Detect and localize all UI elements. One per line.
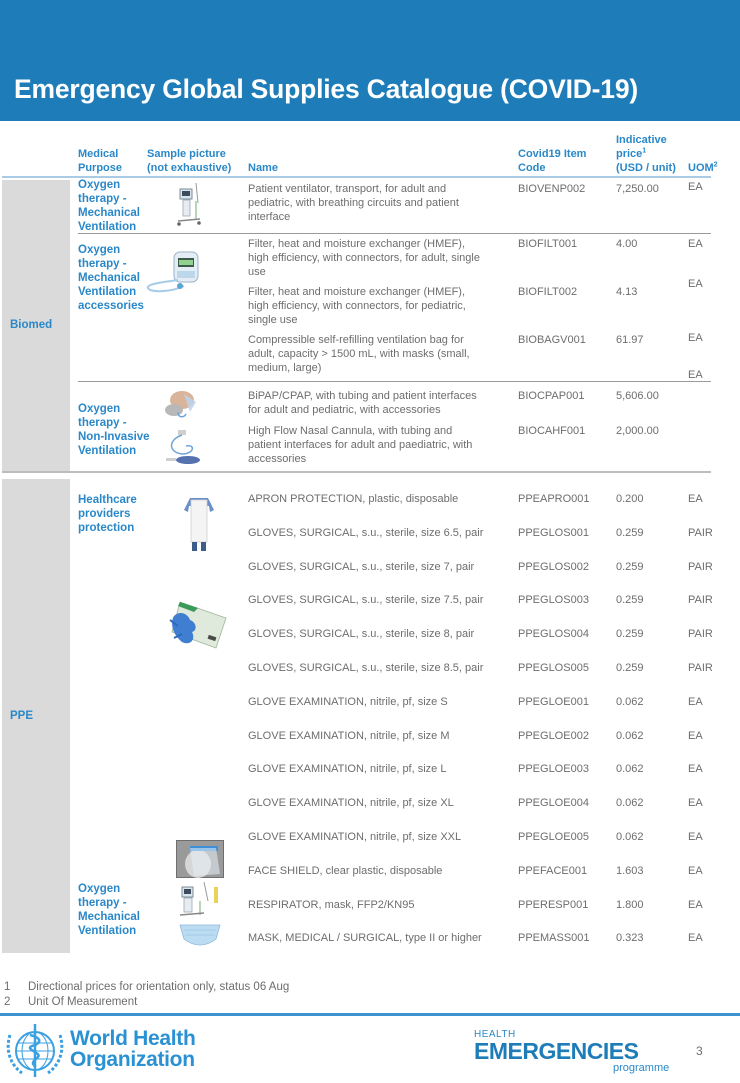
item-price: 0.259 (616, 662, 644, 674)
item-uom: EA (688, 831, 703, 843)
table-row (0, 627, 740, 643)
header-line: Covid19 Item (518, 148, 587, 160)
table-row (0, 695, 740, 711)
item-price: 1.603 (616, 864, 644, 877)
header-line: (USD / unit) (616, 162, 676, 174)
item-price: 0.062 (616, 797, 644, 810)
header-sample-picture (147, 147, 231, 175)
table-row (0, 729, 740, 745)
table-row (0, 796, 740, 812)
footnote-number: 1 (4, 981, 11, 993)
he-logo-programme: programme (613, 1062, 670, 1074)
item-price: 61.97 (616, 334, 644, 346)
medical-purpose: Oxygen therapy - Mechanical Ventilation accessories (78, 244, 144, 312)
item-uom: EA (688, 278, 703, 290)
item-uom: EA (688, 493, 703, 505)
table-row (0, 593, 740, 609)
item-uom: PAIR (688, 526, 713, 539)
header-line: Sample picture (147, 148, 226, 160)
item-uom: EA (688, 932, 703, 945)
table-row (0, 830, 740, 846)
item-uom: EA (688, 238, 703, 250)
item-name: APRON PROTECTION, plastic, disposable (248, 493, 459, 505)
item-name: Filter, heat and moisture exchanger (HMEF), high efficiency, with connectors, for pediatric, single use (248, 286, 466, 326)
item-name: GLOVE EXAMINATION, nitrile, pf, size M (248, 729, 450, 742)
item-uom: EA (688, 332, 703, 344)
header-line: Purpose (78, 162, 123, 174)
table-row (0, 898, 740, 914)
item-price: 0.062 (616, 763, 644, 776)
group-divider (78, 381, 711, 382)
page-number: 3 (696, 1044, 703, 1058)
item-name: GLOVE EXAMINATION, nitrile, pf, size S (248, 695, 448, 708)
item-uom: PAIR (688, 594, 713, 607)
item-price: 0.062 (616, 695, 644, 708)
header-line: price$^1$ (616, 147, 647, 160)
item-name: Compressible self-refilling ventilation bag for adult, capacity > 1500 mL, with masks (small, medium, large) (248, 334, 470, 374)
item-uom: EA (688, 864, 703, 877)
footnote-text: Directional prices for orientation only, status 06 Aug (28, 981, 290, 993)
footnote-ref: 2 (713, 161, 718, 169)
footnote-2 (4, 996, 138, 1008)
header-price (616, 133, 676, 175)
item-price: 5,606.00 (616, 390, 659, 402)
medical-purpose: Oxygen therapy - Mechanical Ventilation (78, 179, 140, 233)
item-price: 0.323 (616, 932, 644, 945)
table-row (0, 931, 740, 947)
item-name: Patient ventilator, transport, for adult and pediatric, with breathing circuits and patient interface (248, 183, 459, 223)
header-line: Medical (78, 148, 119, 160)
medical-purpose: Oxygen therapy - Non-Invasive Ventilation (78, 403, 150, 457)
item-price: 0.200 (616, 493, 644, 505)
item-code: BIOCAHF001 (518, 425, 586, 437)
item-code: PPEAPRO001 (518, 493, 590, 505)
footnote-1 (4, 981, 290, 993)
item-name: GLOVE EXAMINATION, nitrile, pf, size L (248, 763, 447, 776)
item-price: 0.259 (616, 628, 644, 641)
footnote-number: 2 (4, 996, 11, 1008)
group-divider (78, 233, 711, 234)
item-name: GLOVES, SURGICAL, s.u., sterile, size 8.5, pair (248, 662, 484, 674)
header-line: Indicative (616, 134, 667, 146)
who-logo-text: World Health Organization (70, 1027, 196, 1071)
header-line: Code (518, 162, 546, 174)
item-name: FACE SHIELD, clear plastic, disposable (248, 864, 443, 877)
item-code: PPEGLOE003 (518, 763, 589, 776)
item-code: PPEGLOE005 (518, 831, 589, 843)
item-uom: PAIR (688, 560, 713, 573)
item-name: High Flow Nasal Cannula, with tubing and patient interfaces for adult and paediatric, with accessories (248, 425, 473, 465)
table-row (0, 661, 740, 677)
item-uom: EA (688, 695, 703, 708)
table-row (0, 762, 740, 778)
item-code: PPEGLOE002 (518, 729, 589, 742)
item-code: PPEGLOS004 (518, 628, 589, 641)
item-price: 0.259 (616, 560, 644, 573)
table-row (0, 492, 740, 508)
item-code: BIOVENP002 (518, 183, 586, 195)
table-row (0, 526, 740, 542)
item-price: 4.13 (616, 286, 638, 298)
section-divider (2, 471, 711, 473)
ventilation-device-icon (144, 250, 204, 295)
item-price: 0.062 (616, 831, 644, 843)
header-medical-purpose (78, 147, 122, 175)
item-name: GLOVES, SURGICAL, s.u., sterile, size 7.5, pair (248, 594, 484, 607)
item-code: PPEGLOE001 (518, 695, 589, 708)
item-uom: EA (688, 763, 703, 776)
item-name: GLOVES, SURGICAL, s.u., sterile, size 8, pair (248, 628, 475, 641)
item-code: PPEGLOS002 (518, 560, 589, 573)
item-code: PPEGLOS005 (518, 662, 589, 674)
item-name: GLOVES, SURGICAL, s.u., sterile, size 6.5, pair (248, 526, 484, 539)
item-name: BiPAP/CPAP, with tubing and patient interfaces for adult and pediatric, with accessories (248, 390, 477, 416)
header-line: (not exhaustive) (147, 162, 232, 174)
item-uom: PAIR (688, 628, 713, 641)
item-name: GLOVE EXAMINATION, nitrile, pf, size XXL (248, 831, 462, 843)
he-logo-emergencies: EMERGENCIES (474, 1038, 639, 1064)
item-code: BIOCPAP001 (518, 390, 585, 402)
footer-divider (0, 1013, 740, 1016)
table-row (0, 560, 740, 576)
item-price: 0.259 (616, 526, 644, 539)
item-code: PPEFACE001 (518, 864, 588, 877)
footnote-text: Unit Of Measurement (28, 996, 138, 1008)
item-code: PPERESP001 (518, 898, 589, 911)
item-uom: EA (688, 369, 703, 381)
page-title: Emergency Global Supplies Catalogue (COVID-19) (14, 74, 638, 104)
item-code: PPEGLOS001 (518, 526, 589, 539)
item-price: 0.062 (616, 729, 644, 742)
item-code: PPEMASS001 (518, 932, 590, 945)
who-emblem-icon (2, 1021, 68, 1079)
footnote-ref: 1 (642, 147, 647, 155)
table-row (0, 864, 740, 880)
item-name: GLOVE EXAMINATION, nitrile, pf, size XL (248, 797, 454, 810)
item-code: PPEGLOS003 (518, 594, 589, 607)
cpap-mask-icon (164, 388, 202, 468)
item-code: PPEGLOE004 (518, 797, 589, 810)
item-name: GLOVES, SURGICAL, s.u., sterile, size 7, pair (248, 560, 475, 573)
he-logo-health: HEALTH (474, 1029, 516, 1040)
section-label-ppe: PPE (10, 710, 34, 722)
header-uom: UOM$^2$ (688, 161, 718, 174)
item-price: 2,000.00 (616, 425, 659, 437)
medical-purpose: Healthcare providers protection (78, 494, 137, 534)
item-code: BIOFILT001 (518, 238, 578, 250)
item-uom: EA (688, 181, 703, 193)
header-name: Name (248, 162, 278, 174)
item-code: BIOBAGV001 (518, 334, 586, 346)
medical-purpose: Oxygen therapy - Mechanical Ventilation (78, 883, 140, 937)
item-price: 0.259 (616, 594, 644, 607)
item-price: 4.00 (616, 238, 638, 250)
ventilator-icon (174, 181, 204, 231)
item-code: BIOFILT002 (518, 286, 578, 298)
item-price: 1.800 (616, 898, 644, 911)
item-uom: EA (688, 797, 703, 810)
item-name: Filter, heat and moisture exchanger (HMEF), high efficiency, with connectors, for adult, single use (248, 238, 480, 278)
item-uom: EA (688, 898, 703, 911)
item-name: RESPIRATOR, mask, FFP2/KN95 (248, 898, 415, 911)
item-uom: PAIR (688, 662, 713, 674)
section-label-biomed: Biomed (10, 319, 53, 331)
item-uom: EA (688, 729, 703, 742)
header-item-code (518, 147, 586, 175)
item-name: MASK, MEDICAL / SURGICAL, type II or higher (248, 932, 482, 945)
item-price: 7,250.00 (616, 183, 659, 195)
